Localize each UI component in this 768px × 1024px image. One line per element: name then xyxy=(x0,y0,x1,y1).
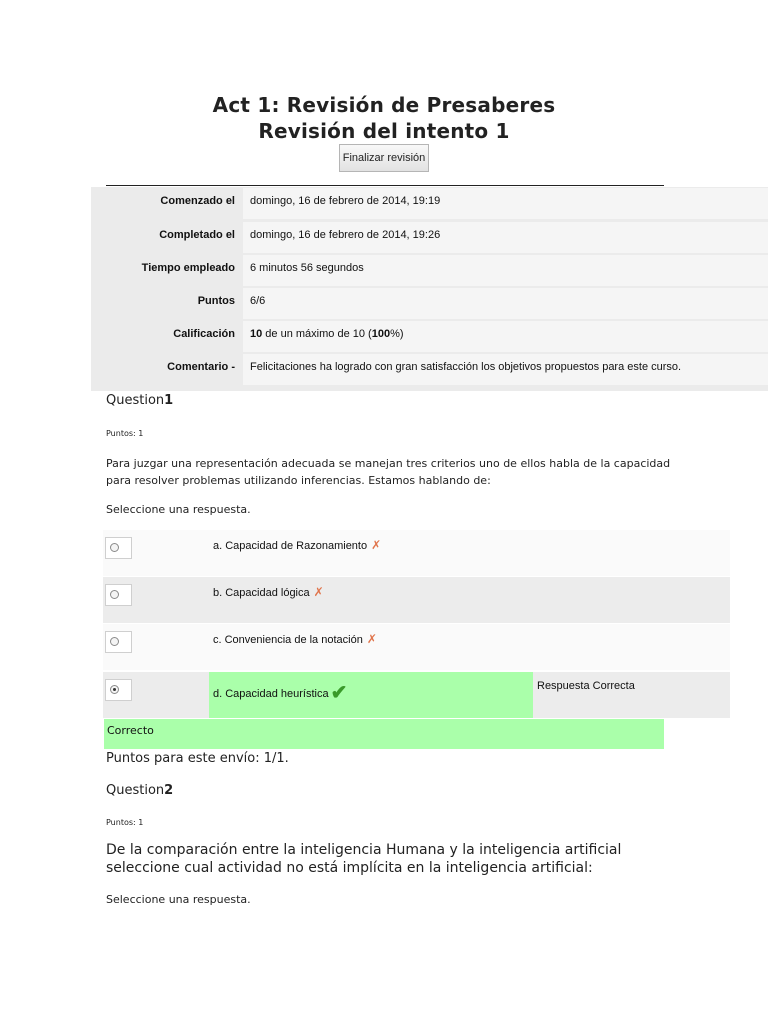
summary-value: domingo, 16 de febrero de 2014, 19:26 xyxy=(250,229,441,241)
answer-option-c xyxy=(103,624,730,670)
radio-circle-icon xyxy=(110,637,119,646)
radio-checked-icon xyxy=(110,685,119,694)
question-label: Question xyxy=(106,783,165,798)
radio-circle-icon xyxy=(110,543,119,552)
summary-label: Tiempo empleado xyxy=(141,262,235,274)
summary-value: Felicitaciones ha logrado con gran satisfacción los objetivos propuestos para este curso. xyxy=(250,361,682,373)
summary-label: Comenzado el xyxy=(160,195,235,207)
option-label: d. Capacidad heurística xyxy=(213,688,329,700)
option-label: b. Capacidad lógica xyxy=(213,587,310,599)
result-label: Correcto xyxy=(107,724,154,737)
summary-label: Puntos xyxy=(197,295,235,307)
summary-value: 6 minutos 56 segundos xyxy=(250,262,364,274)
question-1-result xyxy=(104,719,664,749)
radio-option-d[interactable] xyxy=(105,679,132,701)
option-label: c. Conveniencia de la notación xyxy=(213,634,363,646)
answer-feedback: Respuesta Correcta xyxy=(537,680,635,692)
question-number: 2 xyxy=(164,783,174,798)
question-2-heading xyxy=(106,783,173,798)
answer-option-d xyxy=(103,672,730,718)
question-1-score: Puntos para este envío: 1/1. xyxy=(106,751,289,766)
answer-option-b xyxy=(103,577,730,623)
summary-value: domingo, 16 de febrero de 2014, 19:19 xyxy=(250,195,441,207)
grade-value: 10 xyxy=(250,328,263,340)
incorrect-mark-icon: ✗ xyxy=(371,538,382,552)
question-2-text: De la comparación entre la inteligencia Humana y la inteligencia artificial seleccione cual actividad no está implícita en la inteligencia artificial: xyxy=(106,842,622,876)
summary-value xyxy=(250,320,404,348)
question-1-text: Para juzgar una representación adecuada se manejan tres criterios uno de ellos habla de la capacidad para resolver problemas utilizando inferencias. Estamos hablando de: xyxy=(106,457,671,487)
summary-label: Calificación xyxy=(173,328,235,340)
radio-circle-icon xyxy=(110,590,119,599)
radio-option-c[interactable] xyxy=(105,631,132,653)
radio-option-a[interactable] xyxy=(105,537,132,559)
page-title: Act 1: Revisión de Presaberes xyxy=(212,93,556,117)
question-1-select-prompt: Seleccione una respuesta. xyxy=(106,503,251,516)
incorrect-mark-icon: ✗ xyxy=(313,585,324,599)
summary-label: Completado el xyxy=(159,229,235,241)
summary-value: 6/6 xyxy=(250,295,266,307)
grade-percent: 100 xyxy=(371,328,391,340)
question-1-points: Puntos: 1 xyxy=(106,429,144,438)
answer-option-a xyxy=(103,530,730,576)
question-2-select-prompt: Seleccione una respuesta. xyxy=(106,893,251,906)
summary-row-points xyxy=(91,287,768,320)
page-subtitle: Revisión del intento 1 xyxy=(258,119,510,143)
question-1-heading xyxy=(106,393,173,408)
grade-percent-suffix: %) xyxy=(390,328,404,340)
summary-row-grade xyxy=(91,320,768,353)
grade-max-text: de un máximo de 10 ( xyxy=(262,328,372,340)
summary-label: Comentario - xyxy=(167,361,235,373)
question-label: Question xyxy=(106,393,165,408)
summary-row-comment xyxy=(91,353,768,386)
summary-divider xyxy=(106,185,664,186)
option-label: a. Capacidad de Razonamiento xyxy=(213,540,368,552)
radio-option-b[interactable] xyxy=(105,584,132,606)
summary-row-started xyxy=(91,187,768,220)
attempt-summary-table xyxy=(91,187,768,391)
summary-row-time-taken xyxy=(91,254,768,287)
incorrect-mark-icon: ✗ xyxy=(366,632,377,646)
question-number: 1 xyxy=(164,393,174,408)
question-2-points: Puntos: 1 xyxy=(106,818,144,827)
finish-review-button[interactable]: Finalizar revisión xyxy=(339,144,429,172)
summary-row-completed xyxy=(91,221,768,254)
correct-check-icon: ✔ xyxy=(330,682,348,704)
